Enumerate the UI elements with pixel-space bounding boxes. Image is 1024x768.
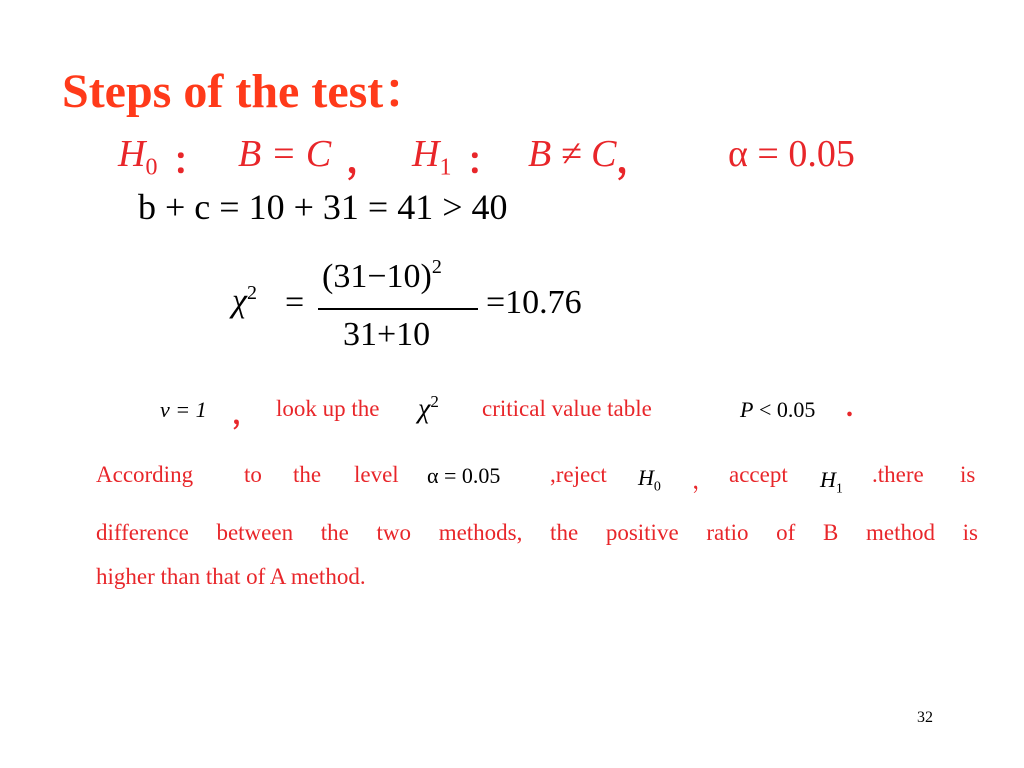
conclusion-line-3: higher than that of A method. (96, 564, 366, 589)
h0-label: $H_0$ (118, 133, 158, 181)
h1-label: $H_1$ (412, 133, 452, 181)
word-is: is (960, 462, 976, 487)
h1-statement: B ≠ C (528, 133, 617, 175)
slide-title: Steps of the test： (62, 65, 432, 118)
df-comma: ， (232, 399, 261, 430)
lookup-text: look up the (276, 396, 380, 421)
conclusion-alpha: α = 0.05 (427, 463, 501, 488)
conclusion-comma: ， (692, 468, 715, 493)
sum-equation: b + c = 10 + 31 = 41 > 40 (138, 187, 508, 227)
p-value: P < 0.05 (740, 397, 816, 422)
chi-equals: = (285, 284, 305, 321)
word-to: to (244, 462, 262, 487)
word-the: the (293, 462, 322, 487)
word-according: According (96, 462, 194, 487)
h0-statement: B = C (238, 133, 332, 175)
conclusion-h1: $H_1$ (820, 467, 843, 497)
word-level: level (354, 462, 399, 487)
lookup-chi: $\chi^2$ (418, 392, 439, 425)
h0-colon: ： (172, 141, 211, 183)
alpha-level: α = 0.05 (728, 133, 855, 175)
chi-denominator: 31+10 (343, 316, 431, 353)
chi-result: =10.76 (486, 284, 582, 321)
chi-numerator: $(31-10)^2$ (322, 256, 442, 295)
conclusion-h0: $H_0$ (638, 465, 661, 495)
comma-2: ， (616, 139, 655, 181)
p-period: . (846, 392, 853, 423)
conclusion-line-2: difference between the two methods, the positive ratio of B method is (96, 520, 978, 545)
word-accept: accept (729, 462, 788, 487)
comma-1: ， (346, 139, 385, 181)
table-text: critical value table (482, 396, 652, 421)
word-reject: ,reject (550, 462, 607, 487)
chi-square-lhs: $\chi^2$ (232, 282, 257, 320)
word-there: .there (872, 462, 924, 487)
h1-colon: ： (466, 141, 505, 183)
nu-value: ν = 1 (160, 397, 207, 422)
fraction-bar (318, 308, 478, 310)
page-number: 32 (917, 709, 933, 726)
